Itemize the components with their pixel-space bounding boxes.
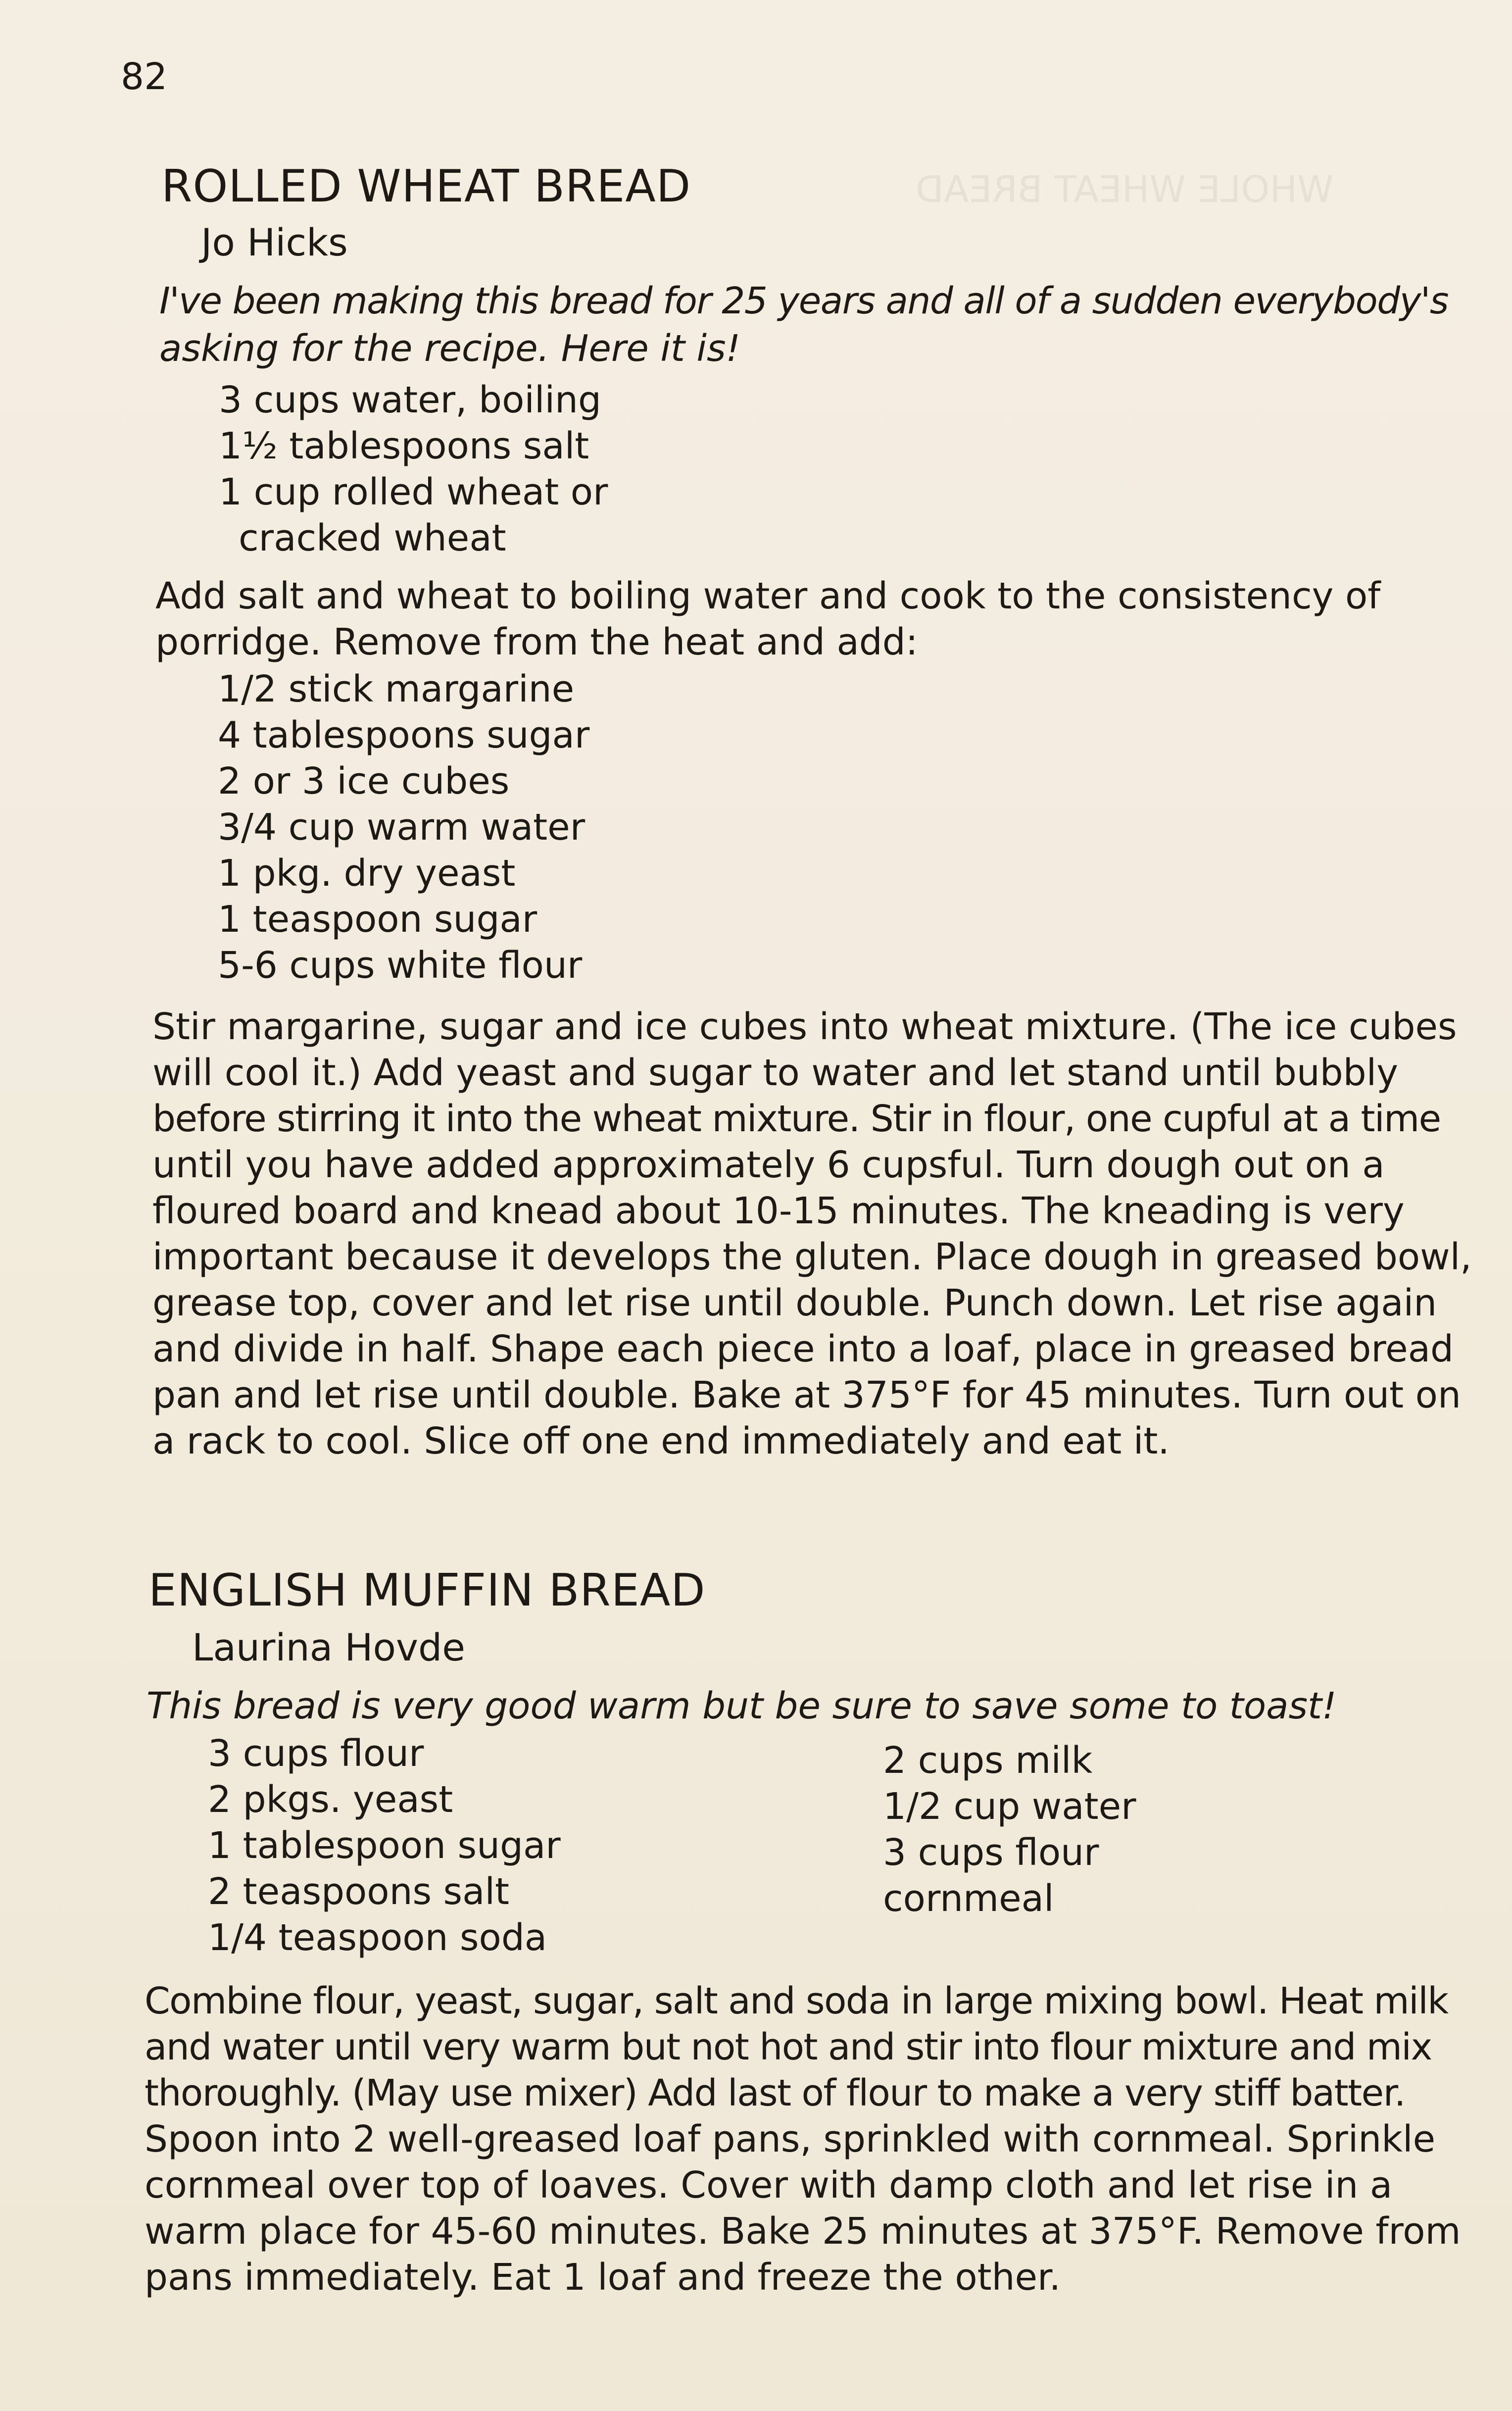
paragraph-line: porridge. Remove from the heat and add:	[155, 621, 918, 663]
ingredient-list	[218, 666, 589, 989]
ingredient-item: 2 or 3 ice cubes	[218, 760, 510, 803]
ingredient-item: 1 pkg. dry yeast	[218, 852, 516, 895]
ingredient-item: 3 cups flour	[883, 1831, 1099, 1874]
ingredient-list-right	[883, 1738, 1136, 1922]
paragraph-line: thoroughly. (May use mixer) Add last of flour to make a very stiff batter.	[145, 2072, 1405, 2114]
intro-line: This bread is very good warm but be sure to save some to toast!	[146, 1685, 1337, 1727]
paragraph-line: floured board and knead about 10-15 minutes. The kneading is very	[152, 1190, 1405, 1232]
page-number: 82	[121, 55, 168, 98]
ingredient-item: 2 cups milk	[883, 1739, 1093, 1782]
paragraph-line: cornmeal over top of loaves. Cover with damp cloth and let rise in a	[145, 2164, 1393, 2207]
ingredient-list-left	[208, 1731, 561, 1961]
ingredient-item: cornmeal	[883, 1877, 1054, 1920]
ingredient-list	[219, 377, 608, 561]
method-paragraph	[152, 1004, 1472, 1464]
intro-line: I've been making this bread for 25 years and all of a sudden everybody's	[159, 280, 1448, 322]
ingredient-item: cracked wheat	[239, 517, 506, 559]
ingredient-item: 4 tablespoons sugar	[218, 714, 590, 756]
paragraph-line: Combine flour, yeast, sugar, salt and soda in large mixing bowl. Heat milk	[145, 1980, 1448, 2022]
ingredient-item: 1 tablespoon sugar	[208, 1824, 561, 1867]
intro-line: asking for the recipe. Here it is!	[159, 327, 741, 370]
ingredient-item: 1/2 stick margarine	[218, 668, 575, 710]
paragraph-line: before stirring it into the wheat mixture. Stir in flour, one cupful at a time	[152, 1098, 1441, 1140]
ingredient-item: 1 teaspoon sugar	[218, 898, 537, 941]
recipe-title: ROLLED WHEAT BREAD	[161, 160, 691, 212]
ingredient-item: 3 cups flour	[208, 1732, 424, 1775]
ingredient-item: 2 teaspoons salt	[208, 1870, 510, 1913]
paragraph-line: pan and let rise until double. Bake at 375°F for 45 minutes. Turn out on	[152, 1374, 1461, 1416]
recipe-author: Jo Hicks	[201, 220, 348, 264]
paragraph-line: Add salt and wheat to boiling water and cook to the consistency of	[155, 575, 1381, 617]
paragraph-line: will cool it.) Add yeast and sugar to water and let stand until bubbly	[152, 1052, 1399, 1094]
paragraph-line: a rack to cool. Slice off one end immediately and eat it.	[152, 1420, 1170, 1462]
paragraph-line: Spoon into 2 well-greased loaf pans, sprinkled with cornmeal. Sprinkle	[145, 2118, 1436, 2160]
ingredient-item: 1/2 cup water	[883, 1785, 1136, 1828]
recipe-intro	[146, 1682, 1337, 1730]
ingredient-item: 2 pkgs. yeast	[208, 1778, 453, 1821]
method-paragraph	[155, 573, 1380, 665]
ingredient-item: 1½ tablespoons salt	[219, 425, 589, 467]
ingredient-item: 1 cup rolled wheat or	[219, 471, 608, 513]
paragraph-line: Stir margarine, sugar and ice cubes into wheat mixture. (The ice cubes	[152, 1005, 1457, 1048]
ingredient-item: 3/4 cup warm water	[218, 806, 585, 849]
paragraph-line: warm place for 45-60 minutes. Bake 25 minutes at 375°F. Remove from	[145, 2210, 1461, 2253]
paragraph-line: important because it develops the gluten. Place dough in greased bowl,	[152, 1236, 1472, 1278]
paragraph-line: until you have added approximately 6 cupsful. Turn dough out on a	[152, 1144, 1385, 1186]
paragraph-line: and water until very warm but not hot and stir into flour mixture and mix	[145, 2026, 1432, 2068]
show-through-text: WHOLE WHEAT BREAD	[916, 168, 1334, 211]
paragraph-line: and divide in half. Shape each piece into a loaf, place in greased bread	[152, 1328, 1454, 1370]
method-paragraph	[145, 1978, 1461, 2301]
recipe-title: ENGLISH MUFFIN BREAD	[148, 1564, 706, 1616]
paragraph-line: pans immediately. Eat 1 loaf and freeze the other.	[145, 2256, 1061, 2299]
recipe-intro	[159, 277, 1448, 372]
recipe-author: Laurina Hovde	[192, 1625, 465, 1669]
ingredient-item: 3 cups water, boiling	[219, 379, 601, 421]
ingredient-item: 5-6 cups white flour	[218, 944, 583, 987]
paragraph-line: grease top, cover and let rise until double. Punch down. Let rise again	[152, 1282, 1437, 1324]
ingredient-item: 1/4 teaspoon soda	[208, 1916, 547, 1959]
